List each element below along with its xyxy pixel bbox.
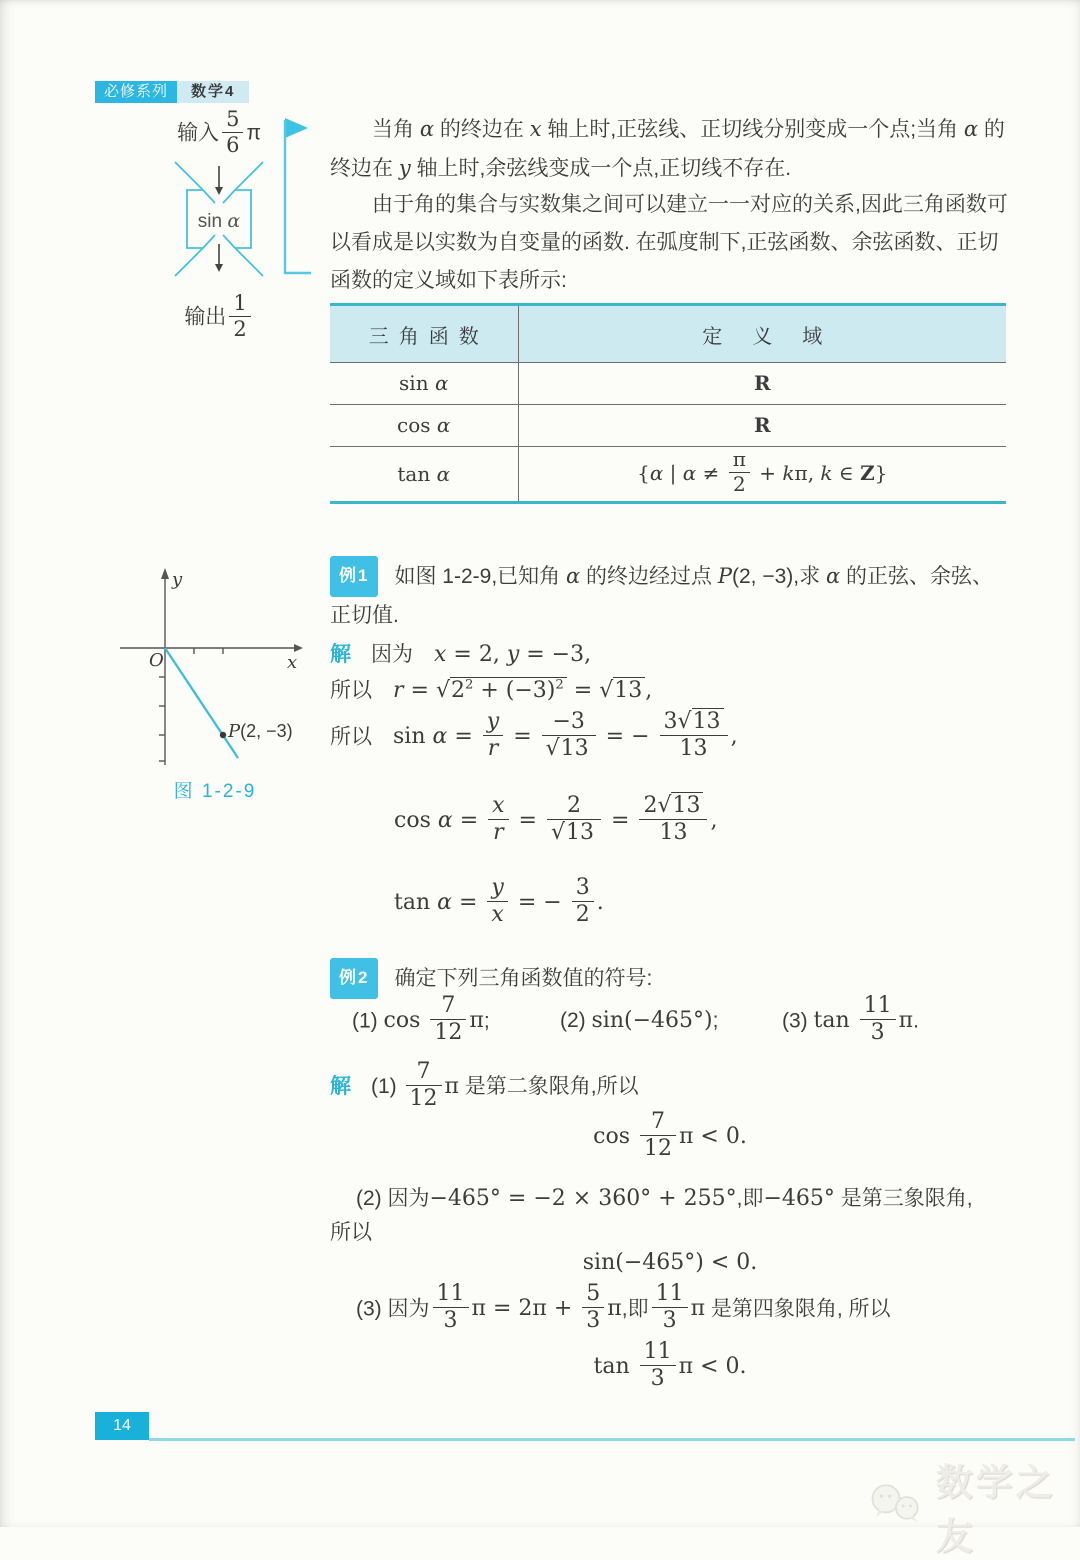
example2-step-2: (2) 因为−465° = −2 × 360° + 255°,即−465° 是第三象限角, (356, 1186, 973, 1211)
cell-domain: R (518, 405, 1006, 447)
example2-badge: 例2 (330, 958, 378, 999)
example2-conclusion-2: sin(−465°) < 0. (582, 1250, 758, 1275)
example2-items (330, 993, 1010, 1062)
cell-function: sin α (330, 363, 518, 405)
table-row (330, 447, 1006, 503)
origin-label: O (149, 650, 164, 671)
x-axis-arrow-icon (294, 644, 303, 652)
intro-paragraph-1: 当角 α 的终边在 x 轴上时,正弦线、正切线分别变成一个点;当角 α 的终边在 y 轴上时,余弦线变成一个点,正切线不存在. (330, 117, 1005, 180)
cell-function: cos α (330, 405, 518, 447)
cell-function: tan α (330, 447, 518, 503)
function-machine-diagram (133, 107, 305, 343)
watermark (868, 1452, 1080, 1560)
page-number-badge: 14 (95, 1412, 149, 1440)
series-label: 必修系列 (95, 81, 177, 103)
table-header-domain: 定义域 (702, 325, 853, 348)
wechat-logo-icon (868, 1478, 928, 1534)
page-header-badge (95, 81, 249, 103)
example2-item-2: (2) sin(−465°); (560, 1008, 719, 1033)
example2-step-2b: 所以 (330, 1221, 372, 1244)
intro-paragraph-2: 由于角的集合与实数集之间可以建立一一对应的关系,因此三角函数可以看成是以实数为自变量的函数. 在弧度制下,正弦函数、余弦函数、正切函数的定义域如下表所示: (330, 193, 1008, 292)
cell-domain: R (518, 363, 1006, 405)
example2-item-1: (1) cos $\frac{7}{12}$ π; (352, 993, 490, 1045)
machine-output-label: 输出 $\frac{1}{2}$ (133, 294, 305, 342)
example2-conclusion-3: tan $\frac{11}{3}$ π < 0. (593, 1339, 747, 1391)
example2-item-3: (3) tan $\frac{11}{3}$ π. (782, 993, 919, 1045)
figure-plot (100, 563, 330, 775)
solve-label: 解 (330, 1075, 351, 1099)
solve-label: 解 (330, 643, 351, 666)
y-axis-arrow-icon (161, 568, 169, 579)
margin-bracket-marker (281, 116, 313, 278)
example2-conclusion-1: cos $\frac{7}{12}$ π < 0. (593, 1109, 747, 1161)
example1-sin-line: 所以 sin α = $\frac{y}{r}$ = $\frac{-3}{√13}$ = − $\frac{3√13}{13}$ , (330, 709, 738, 761)
example2-problem: 例2 确定下列三角函数值的符号: (330, 958, 1010, 999)
example1-tan-line: tan α = $\frac{y}{x}$ = − $\frac{3}{2}$ . (394, 875, 604, 927)
footer-rule (149, 1438, 1075, 1441)
point-p-dot (220, 732, 226, 738)
figure-1-2-9 (100, 563, 330, 802)
table-header-function: 三角函数 (368, 325, 489, 348)
example1-solve-line: 解 因为 x = 2, y = −3, (330, 642, 592, 667)
subject-label: 数学4 (177, 81, 249, 103)
example1-badge: 例1 (330, 556, 378, 597)
example1-r-line: 所以 $r = √2^2 + (-3)^2 = √13$ , (330, 677, 653, 703)
example1-problem: 例1 如图 1-2-9,已知角 α 的终边经过点 P(2, −3),求 α 的正弦、余弦、正切值. (330, 556, 1010, 635)
y-axis-label: y (172, 569, 183, 590)
table-row (330, 363, 1006, 405)
table-header-row (330, 305, 1006, 363)
machine-input-label: 输入 $\frac{5}{6}$ π (177, 107, 261, 157)
machine-operator-label: sin α (197, 210, 241, 233)
x-axis-label: x (287, 652, 298, 673)
point-p-label: P(2, −3) (228, 721, 293, 742)
watermark-text: 数学之友 (935, 1462, 1056, 1557)
example1-cos-line: cos α = $\frac{x}{r}$ = $\frac{2}{√13}$ = $\frac{2√13}{13}$ , (394, 793, 718, 845)
example2-solve-line: 解 (1) $\frac{7}{12}$ π 是第二象限角,所以 (330, 1059, 639, 1111)
table-row (330, 405, 1006, 447)
example2-step-3: (3) 因为 $\frac{11}{3}$ π = 2π + $\frac{5}{3}$ π,即 $\frac{11}{3}$ π 是第四象限角, 所以 (356, 1281, 891, 1333)
cell-domain: {α | α ≠ $\frac{\pi}{2}$ + kπ, k ∈ Z} (518, 447, 1006, 503)
domain-table (330, 303, 1006, 504)
figure-caption: 图 1-2-9 (173, 781, 257, 802)
